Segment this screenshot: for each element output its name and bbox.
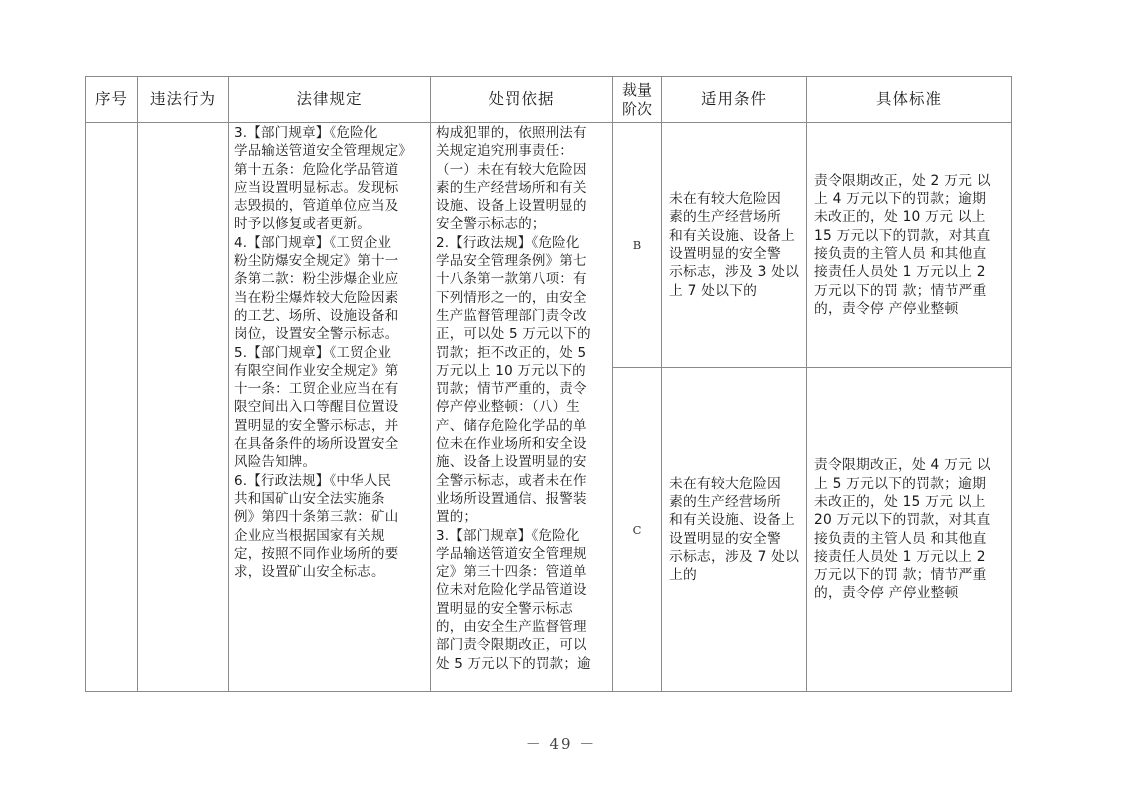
header-seq: 序号 <box>86 77 138 123</box>
standard-cell-b <box>807 123 1012 368</box>
condition-text-c: 未在有较大危险因 素的生产经营场所 和有关设施、设备上 设置明显的安全警 示标志，涉及 7 处以 上的 <box>669 475 800 584</box>
law-cell <box>229 123 431 692</box>
header-standard: 具体标准 <box>807 77 1012 123</box>
penalty-standard-table <box>85 76 1012 692</box>
header-violation: 违法行为 <box>138 77 229 123</box>
header-basis: 处罚依据 <box>431 77 613 123</box>
basis-text: 构成犯罪的，依照刑法有 关规定追究刑事责任： （一）未在有较大危险因 素的生产经营场所和有关 设施、设备上设置明显的 安全警示标志的； 2.【行政法规】《危险化 学品安全管理条例》第七 十八条第一款第八项：有 下列情形之一的，由安全 生产监督管理部门责令改 正，可以处 5 万元以下的 罚款；拒不改正的，处 5 万元以上 10 万元以下的 罚款；情节严重的，责令 停产停业整顿：（八）生 产、储存危险化学品的单 位未在作业场所和安全设 施、设备上设置明显的安 全警示标志，或者未在作 业场所设置通信、报警装 置的； 3.【部门规章】《危险化 学品输送管道安全管理规 定》第三十四条：管道单 位未对危险化学品管道设 置明显的安全警示标志 的，由安全生产监督管理 部门责令限期改正，可以 处 5 万元以下的罚款；逾 <box>436 125 591 672</box>
condition-cell-c <box>662 368 807 692</box>
condition-cell-b <box>662 123 807 368</box>
header-law: 法律规定 <box>229 77 431 123</box>
grade-cell-c: C <box>613 368 662 692</box>
law-text: 3.【部门规章】《危险化 学品输送管道安全管理规定》 第十五条：危险化学品管道 应当设置明显标志。发现标 志毁损的，管道单位应当及 时予以修复或者更新。 4.【部门规章】《工贸企业 粉尘防爆安全规定》第十一 条第二款：粉尘涉爆企业应 当在粉尘爆炸较大危险因素 的工艺、场所、设施设备和 岗位，设置安全警示标志。 5.【部门规章】《工贸企业 有限空间作业安全规定》第 十一条：工贸企业应当在有 限空间出入口等醒目位置设 置明显的安全警示标志，并 在具备条件的场所设置安全 风险告知牌。 6.【行政法规】《中华人民 共和国矿山安全法实施条 例》第四十条第三款：矿山 企业应当根据国家有关规 定，按照不同作业场所的要 求，设置矿山安全标志。 <box>234 125 413 581</box>
table-row <box>86 123 1012 368</box>
seq-cell <box>86 123 138 692</box>
page-number: － 49 － <box>525 735 597 753</box>
standard-cell-c <box>807 368 1012 692</box>
violation-cell <box>138 123 229 692</box>
header-grade: 裁量 阶次 <box>613 77 662 123</box>
standard-text-c: 责令限期改正，处 4 万元 以 上 5 万元以下的罚款；逾期 未改正的，处 15 万元 以上 20 万元以下的罚款，对其直 接负责的主管人员 和其他直 接责任人员处 1 万元以上 2 万元以下的罚 款；情节严重 的，责令停 产停业整顿 <box>814 457 991 602</box>
standard-text-b: 责令限期改正，处 2 万元 以 上 4 万元以下的罚款；逾期 未改正的，处 10 万元 以上 15 万元以下的罚款，对其直 接负责的主管人员 和其他直 接责任人员处 1 万元以上 2 万元以下的罚 款；情节严重 的，责令停 产停业整顿 <box>814 172 991 317</box>
grade-cell-b: B <box>613 123 662 368</box>
header-condition: 适用条件 <box>662 77 807 123</box>
condition-text-b: 未在有较大危险因 素的生产经营场所 和有关设施、设备上 设置明显的安全警 示标志，涉及 3 处以 上 7 处以下的 <box>669 191 800 299</box>
header-row <box>86 77 1012 123</box>
basis-cell <box>431 123 613 692</box>
